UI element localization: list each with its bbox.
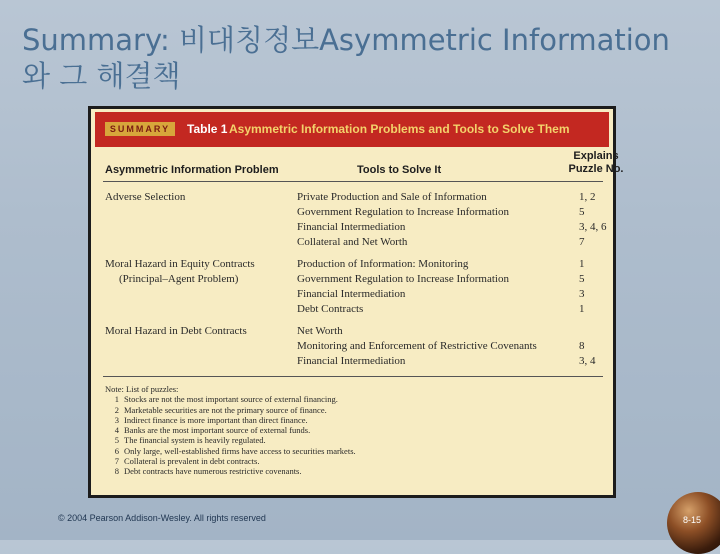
header-puzzle-line-1: Explains [573,150,619,162]
row-tools [297,324,567,369]
tool-text: Monitoring and Enforcement of Restrictive Covenants [297,340,537,352]
tool-text: Financial Intermediation [297,221,406,233]
slide-title-line-2: 와 그 해결책 [22,59,181,93]
tool-text: Financial Intermediation [297,355,406,367]
problem-text: Moral Hazard in Debt Contracts [105,325,247,337]
puzzle-number: 3, 4 [579,355,596,367]
list-item [105,446,605,456]
row-tools [297,190,567,250]
list-item [105,466,605,476]
note-text: Debt contracts have numerous restrictive covenants. [124,466,302,477]
header-puzzle [561,150,631,176]
puzzle-number: 5 [579,206,585,218]
note-number: 8 [114,466,119,477]
tool-text: Private Production and Sale of Information [297,191,487,203]
tool-text: Debt Contracts [297,303,364,315]
puzzle-number: 8 [579,340,585,352]
list-item [105,394,605,404]
row-puzzles [579,190,609,250]
table-title: Asymmetric Information Problems and Tools to Solve Them [229,122,570,136]
list-item [105,415,605,425]
note-number: 2 [114,404,119,415]
summary-table [88,106,624,498]
puzzle-number: 1 [579,258,585,270]
puzzle-number: 5 [579,273,585,285]
table-banner [95,112,609,147]
note-number: 7 [114,456,119,467]
note-text: Marketable securities are not the primary source of finance. [124,404,327,415]
copyright-footer: © 2004 Pearson Addison-Wesley. All rights reserved [58,513,266,523]
header-rule [103,181,603,182]
row-problem [105,324,295,339]
row-puzzles [579,324,609,369]
page-number: 8-15 [683,515,702,525]
list-item [105,425,605,435]
summary-tag: SUMMARY [105,122,175,136]
notes-list [105,394,605,476]
note-number: 5 [114,435,119,446]
table-label: Table 1 [187,122,228,136]
puzzle-notes [105,384,605,477]
puzzle-number: 1 [579,303,585,315]
tool-text: Collateral and Net Worth [297,236,408,248]
note-number: 6 [114,445,119,456]
puzzle-number: 3, 4, 6 [579,221,607,233]
row-puzzles [579,257,609,317]
tool-text: Production of Information: Monitoring [297,258,469,270]
header-problem: Asymmetric Information Problem [105,164,279,176]
note-number: 3 [114,414,119,425]
notes-title: Note: List of puzzles: [105,384,179,394]
header-tools: Tools to Solve It [357,164,442,176]
note-text: The financial system is heavily regulated. [124,435,266,446]
puzzle-number: 3 [579,288,585,300]
note-text: Stocks are not the most important source of external financing. [124,394,338,405]
note-text: Indirect finance is more important than direct finance. [124,414,308,425]
list-item [105,405,605,415]
note-number: 1 [114,394,119,405]
row-tools [297,257,567,317]
row-problem [105,190,295,205]
puzzle-number [579,324,609,339]
list-item [105,435,605,445]
slide-title-line-1: Summary: 비대칭정보Asymmetric Information [22,23,670,57]
row-problem [105,257,295,287]
tool-text: Financial Intermediation [297,288,406,300]
puzzle-number: 1, 2 [579,191,596,203]
slide-title [22,22,702,94]
tool-text: Government Regulation to Increase Information [297,206,509,218]
problem-text: Moral Hazard in Equity Contracts [105,258,255,270]
tool-text: Net Worth [297,325,343,337]
puzzle-number: 7 [579,236,585,248]
header-puzzle-line-2: Puzzle No. [568,163,624,175]
note-text: Collateral is prevalent in debt contracts. [124,456,260,467]
notes-rule [103,376,603,377]
tool-text: Government Regulation to Increase Information [297,273,509,285]
problem-text: (Principal–Agent Problem) [119,273,239,285]
note-text: Only large, well-established firms have access to securities markets. [124,445,356,456]
note-number: 4 [114,425,119,436]
problem-text: Adverse Selection [105,191,186,203]
note-text: Banks are the most important source of external funds. [124,425,311,436]
list-item [105,456,605,466]
